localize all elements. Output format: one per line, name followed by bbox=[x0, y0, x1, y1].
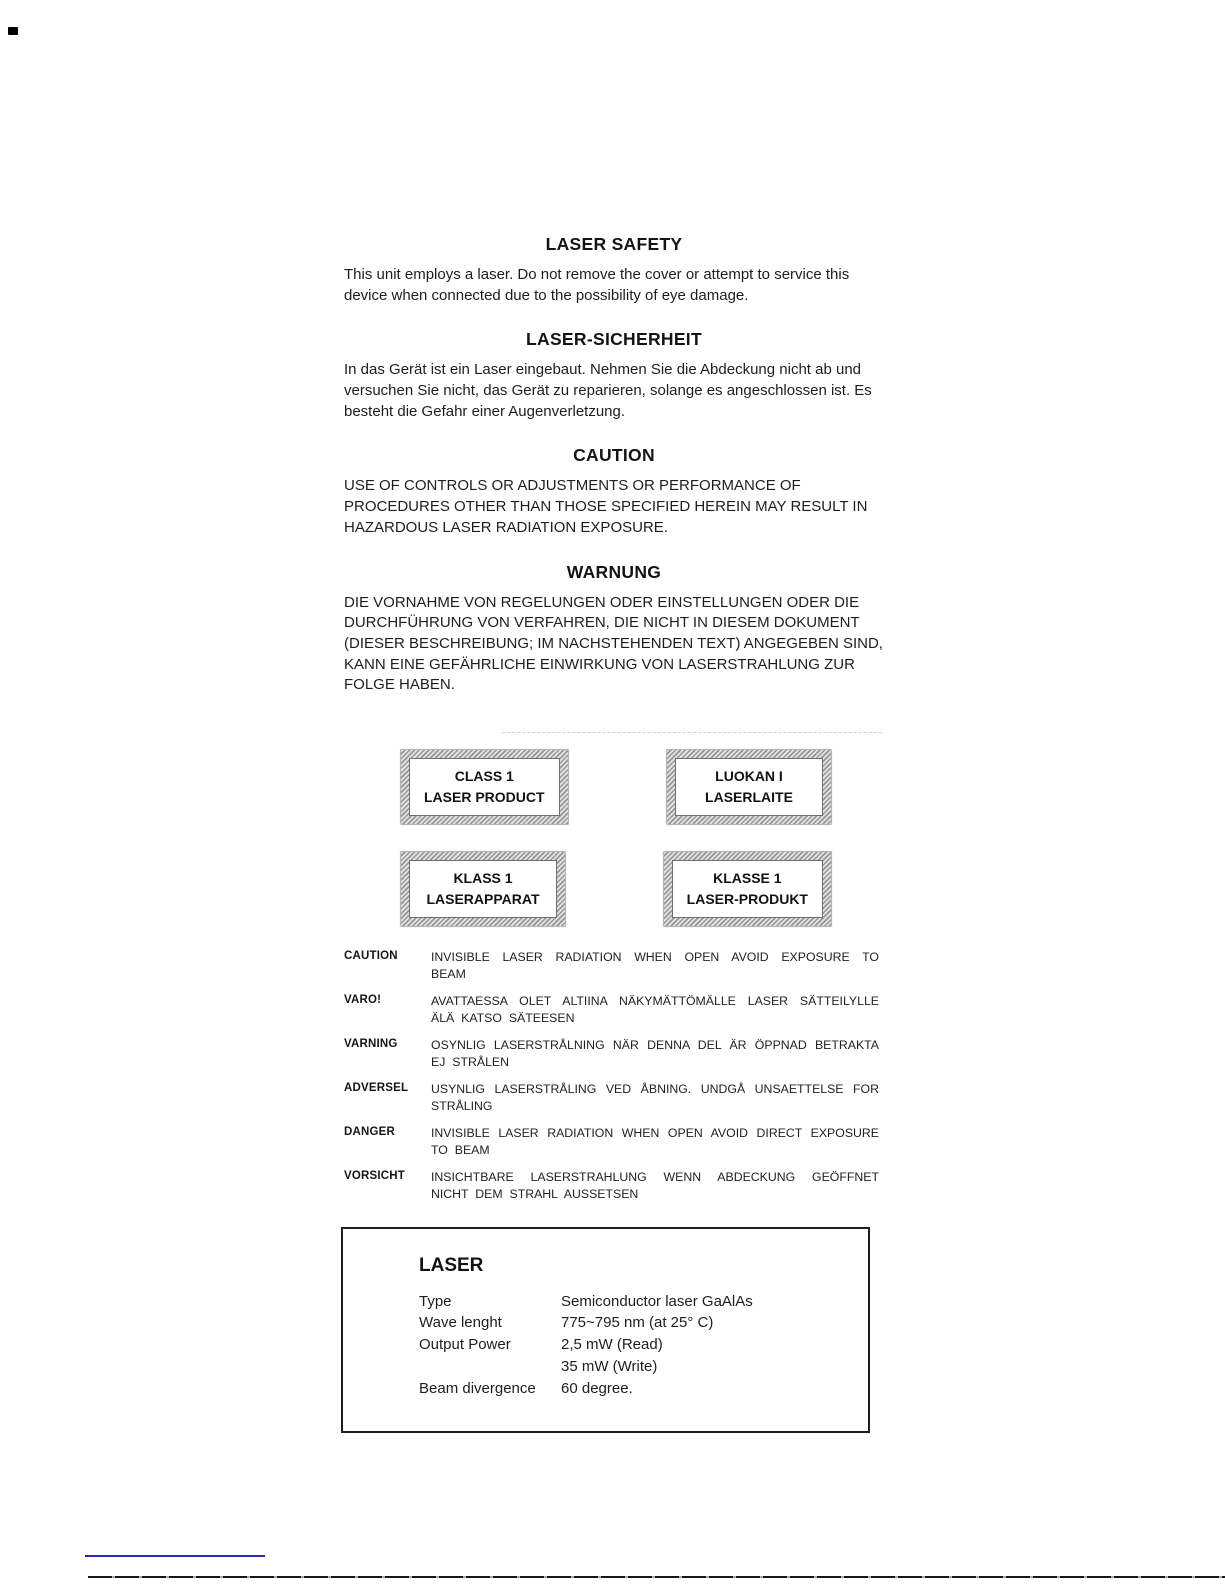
badge-line2: LASERLAITE bbox=[705, 788, 793, 805]
section-heading: LASER-SICHERHEIT bbox=[526, 329, 702, 350]
spec-row-output-power bbox=[419, 1334, 868, 1356]
badge-text bbox=[409, 860, 557, 918]
warning-row-varning bbox=[344, 1037, 884, 1071]
section-body: In das Gerät ist ein Laser eingebaut. Nehmen Sie die Abdeckung nicht ab und versuchen Sie nicht, das Gerät zu reparieren, solange es angeschlossen ist. Es besteht die Gefahr einer Augenverletzung. bbox=[344, 361, 872, 420]
badge-line1: KLASSE 1 bbox=[713, 869, 782, 886]
warning-text: INSICHTBARE LASERSTRAHLUNG WENN ABDECKUNG GEÖFFNET NICHT DEM STRAHL AUSSETSEN bbox=[431, 1169, 879, 1201]
spec-row-type bbox=[419, 1291, 868, 1313]
section-caution bbox=[344, 445, 884, 538]
spec-value: 35 mW (Write) bbox=[561, 1357, 658, 1375]
scan-artifact-bottom-line bbox=[88, 1576, 1225, 1578]
warning-term: VORSICHT bbox=[344, 1169, 406, 1182]
badge-klass1-laserapparat bbox=[400, 851, 566, 927]
section-laser-sicherheit bbox=[344, 329, 884, 422]
warning-row-vorsicht bbox=[344, 1169, 884, 1203]
spec-label: Wave lenght bbox=[419, 1314, 502, 1332]
warning-row-varo bbox=[344, 993, 884, 1027]
badge-luokan-laserlaite bbox=[666, 749, 832, 825]
scan-artifact-blue-line bbox=[85, 1555, 265, 1557]
scan-artifact-dashes bbox=[502, 732, 882, 733]
warning-term: VARO! bbox=[344, 993, 382, 1006]
section-body: DIE VORNAHME VON REGELUNGEN ODER EINSTELLUNGEN ODER DIE DURCHFÜHRUNG VON VERFAHREN, DIE NICHT IN DIESEM DOKUMENT (DIESER BESCHREIBUNG; IM NACHSTEHENDEN TEXT) ANGEGEBEN SIND, KANN EINE GEFÄHRLICHE EINWIRKUNG VON LASERSTRAHLUNG ZUR FOLGE HABEN. bbox=[344, 593, 883, 694]
warning-text: INVISIBLE LASER RADIATION WHEN OPEN AVOID EXPOSURE TO BEAM bbox=[431, 949, 879, 981]
badge-line1: LUOKAN I bbox=[715, 767, 783, 784]
spec-label bbox=[419, 1356, 561, 1378]
content-column bbox=[344, 234, 884, 1433]
laser-spec-box bbox=[341, 1227, 870, 1434]
spec-row-output-power-write bbox=[419, 1356, 868, 1378]
spec-value: Semiconductor laser GaAlAs bbox=[561, 1292, 753, 1310]
warning-text: OSYNLIG LASERSTRÅLNING NÄR DENNA DEL ÄR ÖPPNAD BETRAKTA EJ STRÅLEN bbox=[431, 1037, 879, 1069]
class1-label-badges bbox=[400, 749, 832, 927]
warning-term: CAUTION bbox=[344, 949, 398, 962]
badge-line1: KLASS 1 bbox=[453, 869, 513, 886]
badge-line2: LASER-PRODUKT bbox=[686, 890, 808, 907]
spec-title: LASER bbox=[419, 1254, 484, 1276]
spec-value: 2,5 mW (Read) bbox=[561, 1336, 663, 1354]
section-heading: WARNUNG bbox=[566, 561, 662, 582]
section-warnung bbox=[344, 562, 884, 696]
badge-text bbox=[675, 758, 823, 816]
spec-label: Beam divergence bbox=[419, 1379, 536, 1397]
badge-line2: LASER PRODUCT bbox=[424, 788, 545, 805]
spec-value: 775~795 nm (at 25° C) bbox=[561, 1314, 714, 1332]
warning-text: USYNLIG LASERSTRÅLING VED ÅBNING. UNDGÅ UNSAETTELSE FOR STRÅLING bbox=[431, 1081, 879, 1113]
spec-row-beam-divergence bbox=[419, 1378, 868, 1400]
warning-text: INVISIBLE LASER RADIATION WHEN OPEN AVOID DIRECT EXPOSURE TO BEAM bbox=[431, 1125, 879, 1157]
section-heading: LASER SAFETY bbox=[545, 234, 683, 254]
badge-text bbox=[409, 758, 560, 816]
warning-term: VARNING bbox=[344, 1037, 398, 1050]
spec-label: Output Power bbox=[419, 1336, 511, 1354]
warning-text: AVATTAESSA OLET ALTIINA NÄKYMÄTTÖMÄLLE LASER SÄTTEILYLLE ÄLÄ KATSO SÄTEESEN bbox=[431, 993, 879, 1025]
spec-value: 60 degree. bbox=[561, 1379, 633, 1397]
badge-text bbox=[672, 860, 823, 918]
multilingual-warnings bbox=[344, 949, 884, 1203]
spec-label: Type bbox=[419, 1292, 452, 1310]
spec-row-wavelength bbox=[419, 1312, 868, 1334]
warning-term: ADVERSEL bbox=[344, 1081, 409, 1094]
scan-artifact-mark bbox=[8, 27, 18, 35]
section-heading: CAUTION bbox=[573, 445, 655, 466]
badge-klasse1-laser-produkt bbox=[663, 851, 832, 927]
warning-row-caution bbox=[344, 949, 884, 983]
badge-class1-laser-product bbox=[400, 749, 569, 825]
warning-row-danger bbox=[344, 1125, 884, 1159]
warning-term: DANGER bbox=[344, 1125, 396, 1138]
badge-line2: LASERAPPARAT bbox=[426, 890, 540, 907]
badge-line1: CLASS 1 bbox=[454, 767, 514, 784]
section-body: USE OF CONTROLS OR ADJUSTMENTS OR PERFORMANCE OF PROCEDURES OTHER THAN THOSE SPECIFIED HEREIN MAY RESULT IN HAZARDOUS LASER RADIATION EXPOSURE. bbox=[344, 477, 868, 536]
warning-row-adversel bbox=[344, 1081, 884, 1115]
section-body: This unit employs a laser. Do not remove the cover or attempt to service this device when connected due to the possibility of eye damage. bbox=[344, 266, 850, 304]
section-laser-safety bbox=[344, 234, 884, 306]
